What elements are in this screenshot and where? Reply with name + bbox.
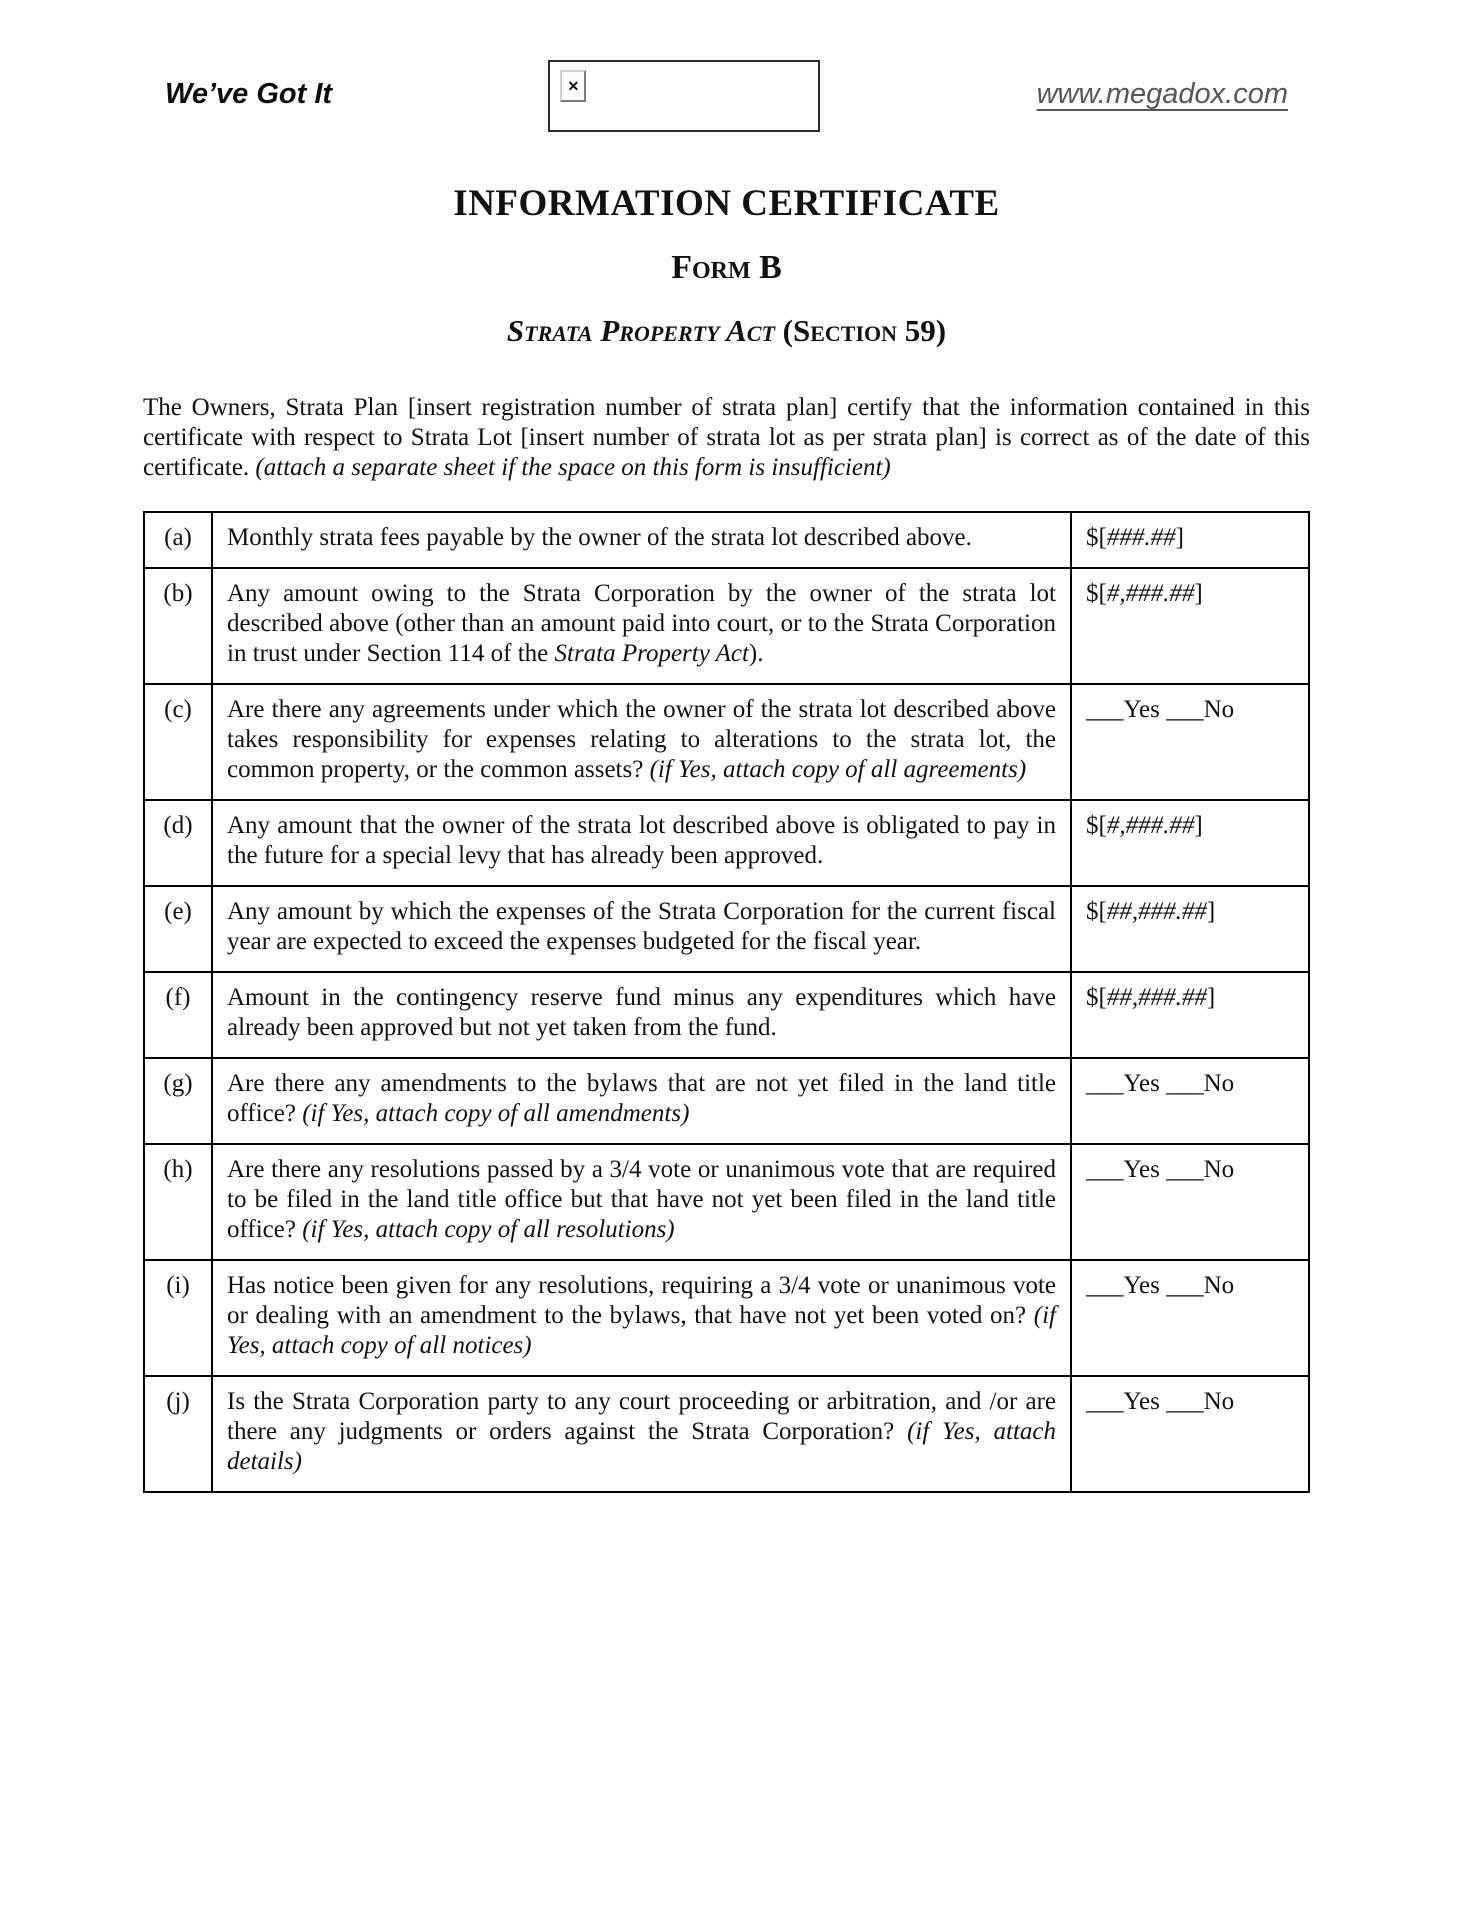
act-title bbox=[143, 313, 1310, 349]
row-letter: (h) bbox=[144, 1144, 212, 1260]
table-row bbox=[144, 886, 1309, 972]
value-text: ___Yes ___No bbox=[1086, 696, 1235, 723]
row-letter: (a) bbox=[144, 512, 212, 568]
description-text: Is the Strata Corporation party to any court proceeding or arbitration, and /or are there any judgments or orders against the Strata Corporation? bbox=[227, 1388, 1056, 1445]
value-text: ] bbox=[1194, 580, 1203, 607]
value-text: ] bbox=[1175, 524, 1184, 551]
row-description bbox=[212, 1058, 1071, 1144]
row-value bbox=[1071, 972, 1309, 1058]
description-text: Are there any resolutions passed by a 3/4 vote or unanimous vote that are required to be filed in the land title office but that have not yet been filed in the land title office? bbox=[227, 1156, 1056, 1243]
description-italic-note: (if Yes, attach copy of all notices) bbox=[227, 1302, 1056, 1359]
intro-italic-note: (attach a separate sheet if the space on this form is insufficient) bbox=[255, 454, 891, 481]
table-row bbox=[144, 1058, 1309, 1144]
row-description bbox=[212, 1376, 1071, 1492]
description-text: Has notice been given for any resolutions, requiring a 3/4 vote or unanimous vote or dealing with an amendment to the bylaws, that have not yet been voted on? bbox=[227, 1272, 1056, 1329]
value-text: ___Yes ___No bbox=[1086, 1388, 1235, 1415]
description-text: Amount in the contingency reserve fund minus any expenditures which have already been approved but not yet taken from the fund. bbox=[227, 984, 1056, 1041]
row-value bbox=[1071, 886, 1309, 972]
table-row bbox=[144, 1260, 1309, 1376]
row-description bbox=[212, 800, 1071, 886]
description-italic-note: (if Yes, attach details) bbox=[227, 1418, 1056, 1475]
description-italic-note: (if Yes, attach copy of all agreements) bbox=[649, 756, 1027, 783]
value-text: ] bbox=[1194, 812, 1203, 839]
logo-placeholder-box bbox=[548, 60, 820, 132]
page-header bbox=[143, 60, 1310, 172]
value-placeholder: ##,###.## bbox=[1106, 984, 1207, 1011]
form-table-body bbox=[144, 512, 1309, 1492]
row-letter: (b) bbox=[144, 568, 212, 684]
row-letter: (d) bbox=[144, 800, 212, 886]
row-description bbox=[212, 512, 1071, 568]
row-value bbox=[1071, 800, 1309, 886]
intro-text: The Owners, Strata Plan [insert registration number of strata plan] certify that the information contained in this certificate with respect to Strata Lot [insert number of strata lot as per strata plan] is correct as of the date of this certificate. bbox=[143, 394, 1310, 481]
value-placeholder: #,###.## bbox=[1106, 580, 1195, 607]
title-block bbox=[143, 182, 1310, 349]
company-tagline: We’ve Got It bbox=[165, 78, 333, 110]
row-description bbox=[212, 886, 1071, 972]
value-text: $[ bbox=[1086, 580, 1107, 607]
value-text: ] bbox=[1206, 898, 1216, 925]
value-text: ___Yes ___No bbox=[1086, 1070, 1235, 1097]
row-value bbox=[1071, 568, 1309, 684]
form-table bbox=[143, 511, 1310, 1493]
value-text: ___Yes ___No bbox=[1086, 1272, 1235, 1299]
act-name: Strata Property Act bbox=[506, 313, 775, 348]
value-text: $[ bbox=[1086, 984, 1107, 1011]
table-row bbox=[144, 1144, 1309, 1260]
row-value bbox=[1071, 684, 1309, 800]
description-text: Are there any agreements under which the owner of the strata lot described above takes responsibility for expenses relating to alterations to the strata lot, the common property, or the common assets? bbox=[227, 696, 1056, 783]
row-letter: (i) bbox=[144, 1260, 212, 1376]
description-text: Any amount that the owner of the strata lot described above is obligated to pay in the future for a special levy that has already been approved. bbox=[227, 812, 1056, 869]
table-row bbox=[144, 512, 1309, 568]
broken-image-icon: ✕ bbox=[560, 70, 586, 102]
row-letter: (g) bbox=[144, 1058, 212, 1144]
form-title: Form B bbox=[671, 249, 782, 286]
table-row bbox=[144, 568, 1309, 684]
intro-paragraph bbox=[143, 393, 1310, 483]
value-placeholder: ###.## bbox=[1106, 524, 1176, 551]
description-text: Are there any amendments to the bylaws that are not yet filed in the land title office? bbox=[227, 1070, 1056, 1127]
table-row bbox=[144, 684, 1309, 800]
row-description bbox=[212, 568, 1071, 684]
row-value bbox=[1071, 1058, 1309, 1144]
value-placeholder: #,###.## bbox=[1106, 812, 1195, 839]
value-text: $[ bbox=[1086, 524, 1107, 551]
row-value bbox=[1071, 1260, 1309, 1376]
row-letter: (j) bbox=[144, 1376, 212, 1492]
act-section: (Section 59) bbox=[782, 313, 947, 348]
table-row bbox=[144, 1376, 1309, 1492]
description-italic-note: Strata Property Act bbox=[554, 640, 749, 667]
description-italic-note: (if Yes, attach copy of all amendments) bbox=[302, 1100, 690, 1127]
row-letter: (f) bbox=[144, 972, 212, 1058]
row-description bbox=[212, 1144, 1071, 1260]
row-value bbox=[1071, 1376, 1309, 1492]
value-text: ___Yes ___No bbox=[1086, 1156, 1235, 1183]
row-description bbox=[212, 1260, 1071, 1376]
description-italic-note: (if Yes, attach copy of all resolutions) bbox=[302, 1216, 675, 1243]
description-text: Any amount owing to the Strata Corporation by the owner of the strata lot described above (other than an amount paid into court, or to the Strata Corporation in trust under Section 114 of the bbox=[227, 580, 1056, 667]
document-title: INFORMATION CERTIFICATE bbox=[453, 183, 1000, 224]
row-letter: (c) bbox=[144, 684, 212, 800]
row-value bbox=[1071, 1144, 1309, 1260]
value-placeholder: ##,###.## bbox=[1106, 898, 1207, 925]
description-text: Any amount by which the expenses of the Strata Corporation for the current fiscal year are expected to exceed the expenses budgeted for the fiscal year. bbox=[227, 898, 1056, 955]
table-row bbox=[144, 972, 1309, 1058]
website-link[interactable]: www.megadox.com bbox=[1036, 78, 1288, 110]
row-value bbox=[1071, 512, 1309, 568]
row-description bbox=[212, 972, 1071, 1058]
value-text: ] bbox=[1206, 984, 1216, 1011]
row-description bbox=[212, 684, 1071, 800]
value-text: $[ bbox=[1086, 812, 1107, 839]
row-letter: (e) bbox=[144, 886, 212, 972]
table-row bbox=[144, 800, 1309, 886]
description-text: ). bbox=[748, 640, 764, 667]
value-text: $[ bbox=[1086, 898, 1107, 925]
description-text: Monthly strata fees payable by the owner of the strata lot described above. bbox=[227, 524, 972, 551]
